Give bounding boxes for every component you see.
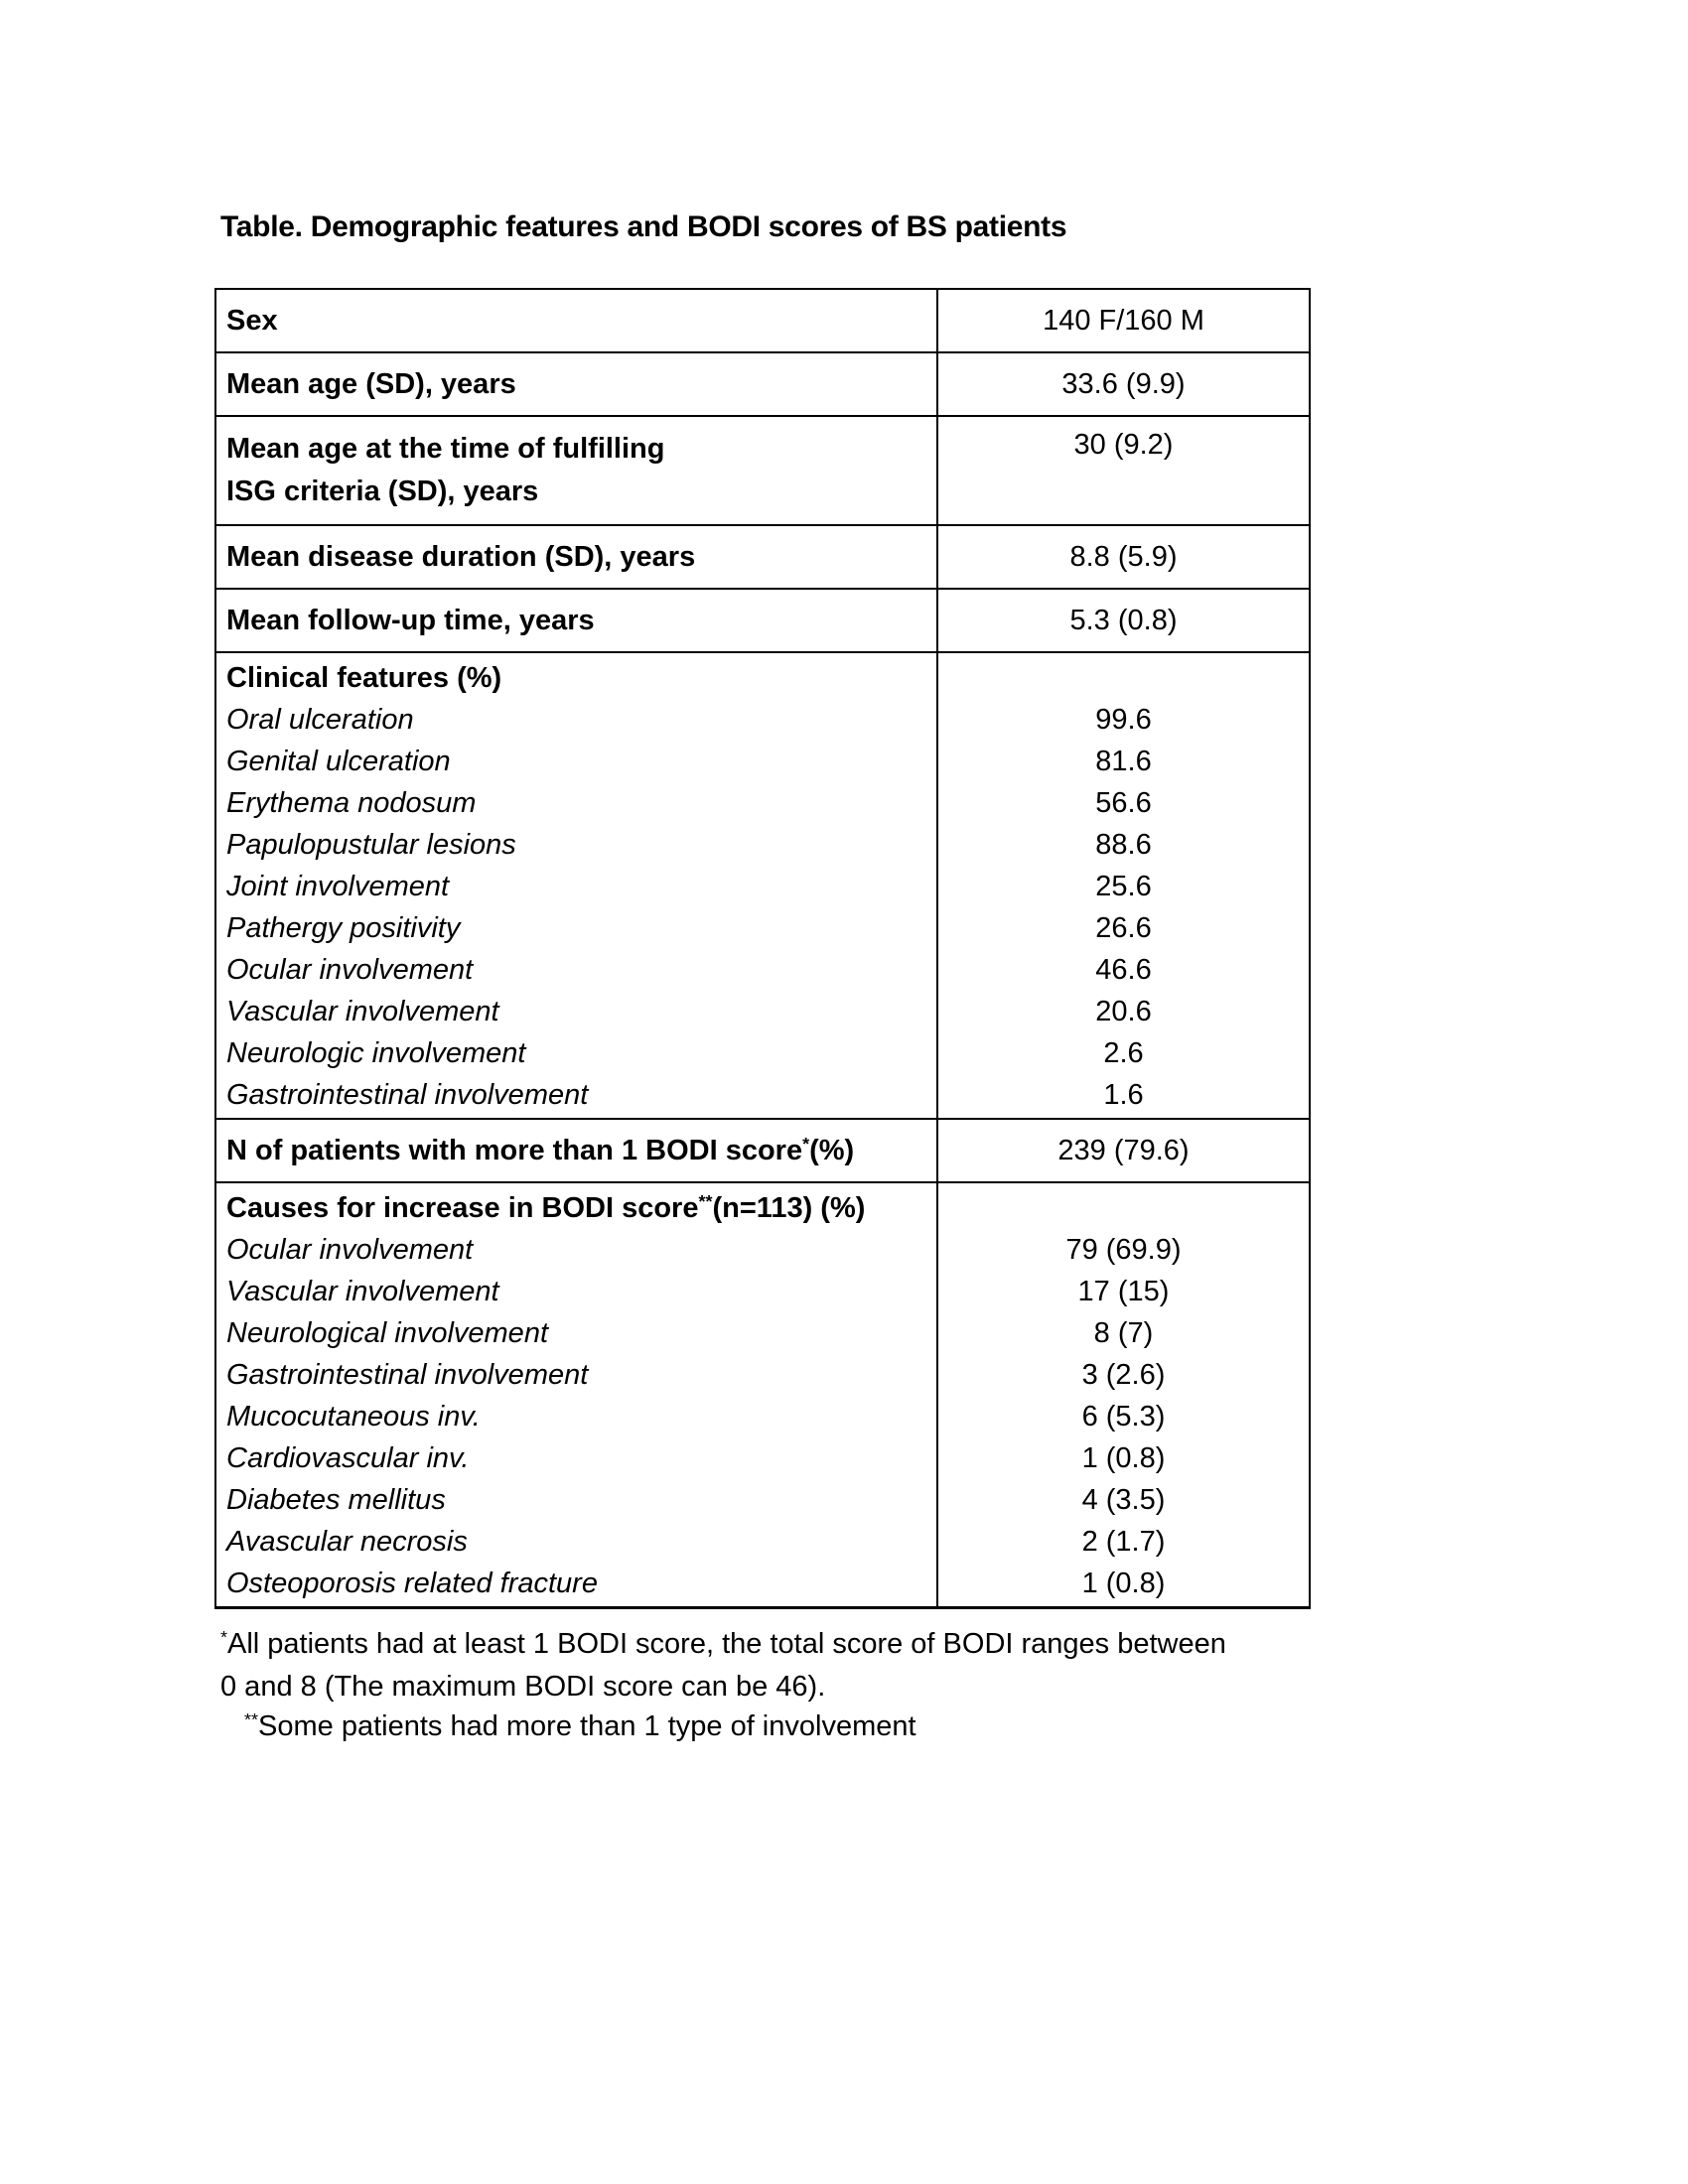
section-item-value: 4 (3.5) [1081,1484,1166,1516]
label-suffix: (%) [809,1134,855,1166]
table-row [215,525,1310,589]
section-item-value: 99.6 [1095,704,1152,736]
table-body [215,289,1310,1608]
section-item-value: 6 (5.3) [1081,1401,1166,1433]
demographics-table [214,288,1311,1609]
footnote-line [220,1667,1472,1706]
section-item-label: Erythema nodosum [226,787,477,819]
row-value-cell [937,289,1310,352]
row-value-cell [937,525,1310,589]
footnote-text: 0 and 8 (The maximum BODI score can be 46). [220,1671,826,1703]
superscript-marker: * [802,1133,810,1154]
section-item-value: 1 (0.8) [1081,1442,1166,1474]
section-item-value: 1.6 [1103,1079,1144,1111]
table-row [215,416,1310,525]
section-item-value: 1 (0.8) [1081,1568,1166,1599]
section-item-label: Gastrointestinal involvement [226,1079,589,1111]
section-item-value: 20.6 [1095,996,1152,1027]
row-label-cell [215,289,937,352]
footnote-asterisk: ** [244,1709,258,1730]
row-label-line: ISG criteria (SD), years [226,476,539,507]
row-value-cell [937,652,1310,1119]
row-value: 140 F/160 M [1043,304,1204,337]
section-item-value: 88.6 [1095,829,1152,861]
section-item-label: Cardiovascular inv. [226,1442,470,1474]
table-row [215,352,1310,416]
table-row [215,589,1310,652]
row-value: 33.6 (9.9) [1061,367,1186,400]
row-label-cell [215,652,937,1119]
section-item-label: Mucocutaneous inv. [226,1401,481,1433]
row-value-cell [937,1119,1310,1182]
section-value-spacer [938,1187,1309,1229]
section-item-value: 46.6 [1095,954,1152,986]
row-label-line: Mean age at the time of fulfilling [226,433,665,465]
row-value: 8.8 (5.9) [1069,540,1178,573]
section-item-label: Gastrointestinal involvement [226,1359,589,1391]
label-text: Mean follow-up time, years [226,604,595,636]
section-item-value: 17 (15) [1077,1276,1170,1307]
section-item-label: Ocular involvement [226,954,474,986]
row-value: 30 (9.2) [1073,429,1174,461]
row-value-cell [937,416,1310,525]
superscript-marker: ** [698,1191,713,1212]
label-text: N of patients with more than 1 BODI score [226,1134,803,1166]
label-text: Mean age (SD), years [226,367,516,400]
row-label-cell [215,589,937,652]
section-item-value: 2 (1.7) [1081,1526,1166,1558]
section-item-label: Vascular involvement [226,1276,499,1307]
row-label-cell [215,416,937,525]
row-value: 239 (79.6) [1057,1134,1190,1166]
footnote-line [220,1706,1472,1749]
table-row [215,289,1310,352]
label-suffix: (n=113) (%) [712,1192,866,1224]
row-value: 5.3 (0.8) [1069,604,1178,636]
label-text: Clinical features (%) [226,662,502,694]
label-text: Sex [226,304,278,337]
section-item-value: 79 (69.9) [1065,1234,1182,1266]
section-item-value: 2.6 [1103,1037,1144,1069]
label-text: Causes for increase in BODI score [226,1192,699,1224]
row-value-cell [937,589,1310,652]
section-item-label: Joint involvement [226,871,450,902]
table-title: Table. Demographic features and BODI scores of BS patients [220,210,1067,243]
table-row [215,1119,1310,1182]
table-row [215,1182,1310,1608]
section-header [226,657,928,699]
section-item-label: Osteoporosis related fracture [226,1568,598,1599]
footnote-text: All patients had at least 1 BODI score, the total score of BODI ranges between [227,1628,1226,1660]
section-item-value: 8 (7) [1093,1317,1154,1349]
footnote-line [220,1624,1472,1667]
label-text: Mean disease duration (SD), years [226,540,696,573]
section-item-value: 25.6 [1095,871,1152,902]
section-item-value: 3 (2.6) [1081,1359,1166,1391]
section-item-label: Neurological involvement [226,1317,548,1349]
row-label-cell [215,1119,937,1182]
section-item-label: Ocular involvement [226,1234,474,1266]
section-item-label: Oral ulceration [226,704,414,736]
row-value-cell [937,1182,1310,1608]
section-item-label: Genital ulceration [226,746,451,777]
section-item-label: Vascular involvement [226,996,499,1027]
section-item-label: Avascular necrosis [226,1526,468,1558]
row-label-cell [215,525,937,589]
row-label-cell [215,1182,937,1608]
footnotes [220,1624,1472,1749]
footnote-text: Some patients had more than 1 type of involvement [258,1710,916,1742]
section-item-value: 56.6 [1095,787,1152,819]
section-item-value: 26.6 [1095,912,1152,944]
table-row [215,652,1310,1119]
section-item-label: Pathergy positivity [226,912,461,944]
footnote-asterisk: * [220,1627,227,1648]
section-header [226,1187,928,1229]
section-value-spacer [938,657,1309,699]
section-item-value: 81.6 [1095,746,1152,777]
section-item-label: Diabetes mellitus [226,1484,446,1516]
section-item-label: Neurologic involvement [226,1037,526,1069]
row-label-cell [215,352,937,416]
section-item-label: Papulopustular lesions [226,829,516,861]
row-value-cell [937,352,1310,416]
